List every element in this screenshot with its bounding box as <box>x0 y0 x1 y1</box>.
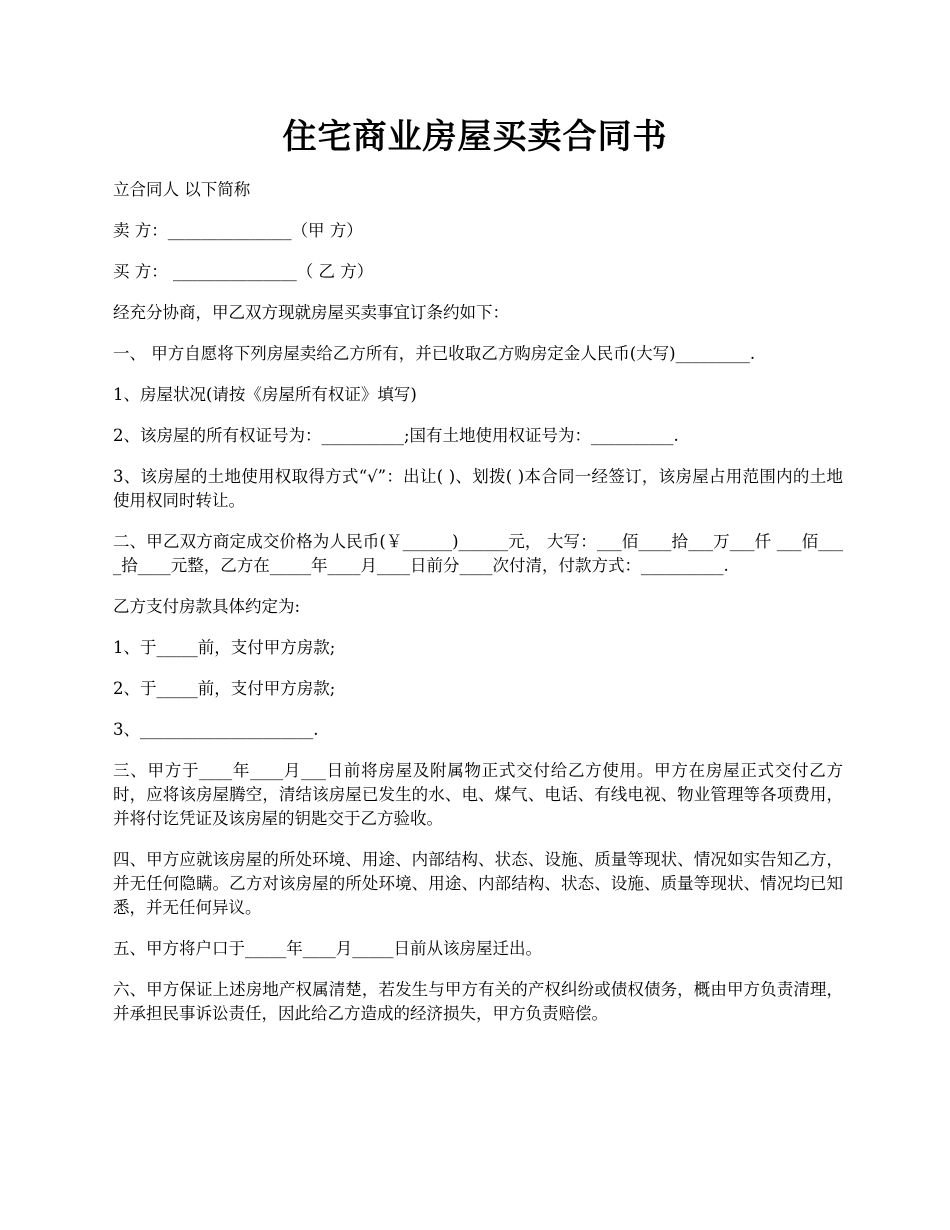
paragraph-clause-2: 二、甲乙双方商定成交价格为人民币(￥______)______元， 大写：___佰____拾___万___仟 ___佰____拾____元整，乙方在_____年____月____日前分____次付清，付款方式：__________. <box>113 532 843 575</box>
paragraph-clause-6: 六、甲方保证上述房地产权属清楚，若发生与甲方有关的产权纠纷或债权债务，概由甲方负责清理，并承担民事诉讼责任，因此给乙方造成的经济损失，甲方负责赔偿。 <box>113 980 843 1023</box>
paragraph-clause-1-item-3: 3、该房屋的土地使用权取得方式“√”：出让( )、划拨( )本合同一经签订，该房屋占用范围内的土地使用权同时转让。 <box>113 467 843 510</box>
paragraph-seller: 卖 方：_______________（甲 方） <box>113 221 363 240</box>
paragraph-payment-item-1: 1、于_____前，支付甲方房款; <box>113 638 336 657</box>
paragraph-clause-1: 一、 甲方自愿将下列房屋卖给乙方所有，并已收取乙方购房定金人民币(大写)_________. <box>113 344 756 363</box>
paragraph-parties-intro: 立合同人 以下简称 <box>113 180 251 199</box>
paragraph-buyer: 买 方： _______________（ 乙 方） <box>113 262 374 281</box>
paragraph-clause-5: 五、甲方将户口于_____年____月_____日前从该房屋迁出。 <box>113 939 542 958</box>
paragraph-clause-1-item-1: 1、房屋状况(请按《房屋所有权证》填写) <box>113 385 417 404</box>
paragraph-payment-item-2: 2、于_____前，支付甲方房款; <box>113 679 336 698</box>
paragraph-clause-3: 三、甲方于____年____月___日前将房屋及附属物正式交付给乙方使用。甲方在房屋正式交付乙方时，应将该房屋腾空，清结该房屋已发生的水、电、煤气、电话、有线电视、物业管理等各项费用，并将付讫凭证及该房屋的钥匙交于乙方验收。 <box>113 761 843 828</box>
paragraph-clause-1-item-2: 2、该房屋的所有权证号为：__________;国有土地使用权证号为：__________. <box>113 426 679 445</box>
paragraph-payment-item-3: 3、_____________________. <box>113 720 319 739</box>
document-title: 住宅商业房屋买卖合同书 <box>282 117 668 157</box>
paragraph-preamble: 经充分协商，甲乙双方现就房屋买卖事宜订条约如下： <box>113 303 509 322</box>
paragraph-clause-4: 四、甲方应就该房屋的所处环境、用途、内部结构、状态、设施、质量等现状、情况如实告知乙方，并无任何隐瞒。乙方对该房屋的所处环境、用途、内部结构、状态、设施、质量等现状、情况均已知悉，并无任何异议。 <box>113 850 843 917</box>
paragraph-payment-terms: 乙方支付房款具体约定为: <box>113 597 301 616</box>
document-body <box>113 178 843 1043</box>
